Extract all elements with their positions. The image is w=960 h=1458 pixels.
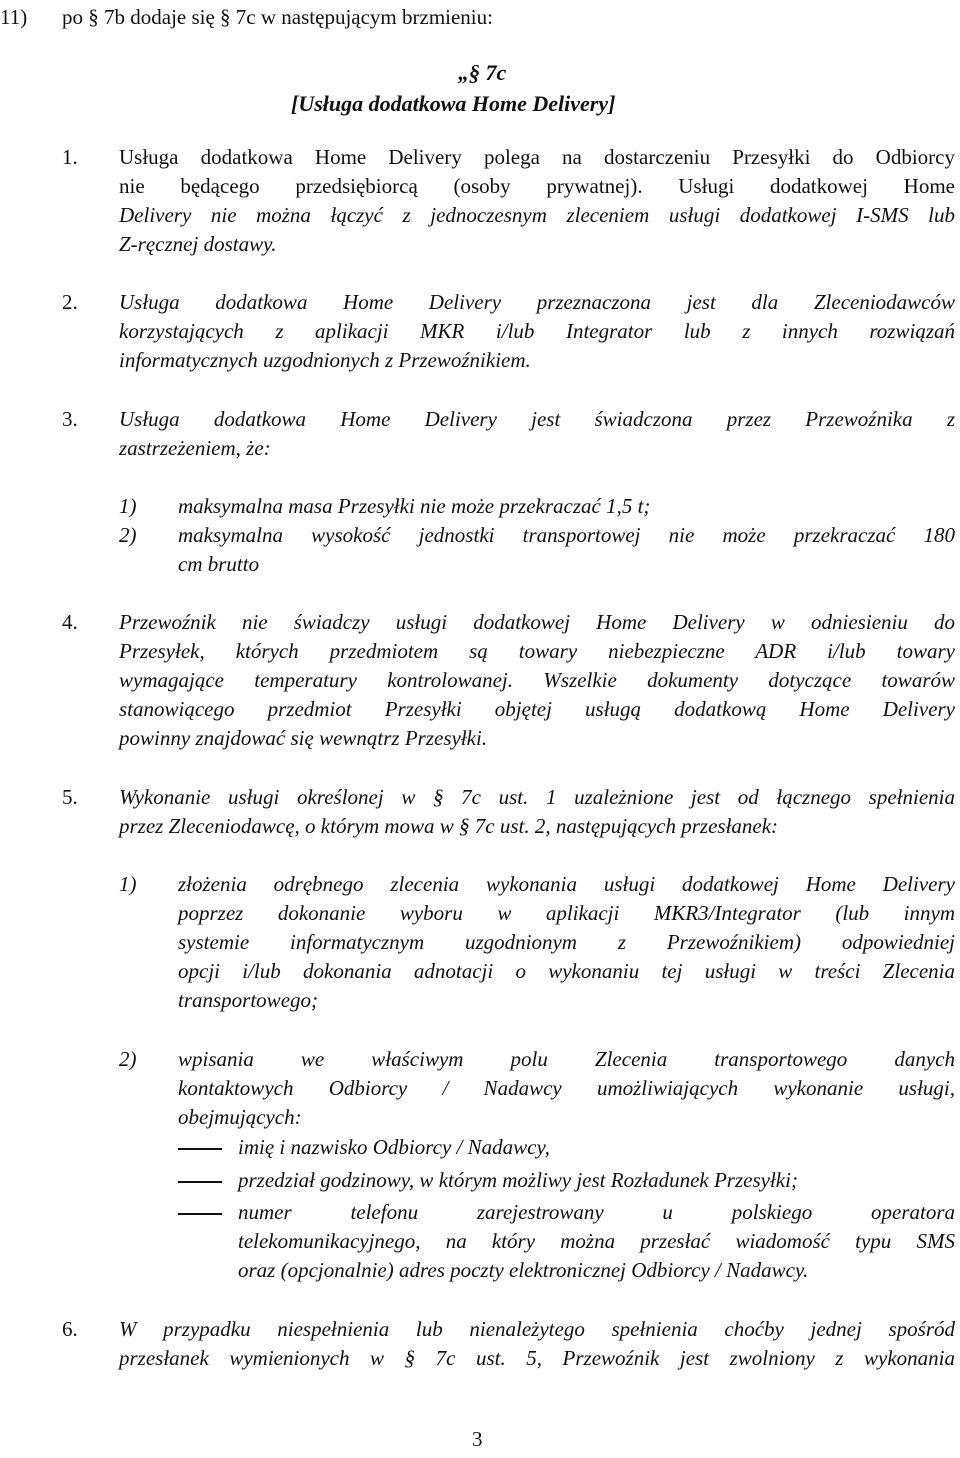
paragraph-line: Przesyłek, których przedmiotem są towary niebezpieczne ADR i/lub towary bbox=[119, 639, 955, 663]
bullet-dash bbox=[178, 1181, 222, 1183]
paragraph-number: 1. bbox=[62, 145, 78, 169]
list-number: 2) bbox=[119, 523, 137, 547]
bullet-item: oraz (opcjonalnie) adres poczty elektronicznej Odbiorcy / Nadawcy. bbox=[238, 1258, 809, 1282]
paragraph-line: zastrzeżeniem, że: bbox=[119, 436, 271, 460]
paragraph-line: Delivery nie można łączyć z jednoczesnym zleceniem usługi dodatkowej I-SMS lub bbox=[119, 203, 955, 227]
paragraph-line: Wykonanie usługi określonej w § 7c ust. 1 uzależnione jest od łącznego spełnienia bbox=[119, 785, 955, 809]
list-number: 1) bbox=[119, 494, 137, 518]
paragraph-line: W przypadku niespełnienia lub nienależytego spełnienia choćby jednej spośród bbox=[119, 1317, 955, 1341]
paragraph-number: 2. bbox=[62, 290, 78, 314]
paragraph-line: Usługa dodatkowa Home Delivery przeznaczona jest dla Zleceniodawców bbox=[119, 290, 955, 314]
paragraph-line: przesłanek wymienionych w § 7c ust. 5, Przewoźnik jest zwolniony z wykonania bbox=[119, 1346, 955, 1370]
bullet-item: numer telefonu zarejestrowany u polskiego operatora bbox=[238, 1200, 955, 1224]
amendment-number: 11) bbox=[0, 5, 28, 29]
paragraph-line: Usługa dodatkowa Home Delivery jest świadczona przez Przewoźnika z bbox=[119, 407, 955, 431]
section-heading: „§ 7c bbox=[458, 60, 507, 85]
paragraph-line: Z-ręcznej dostawy. bbox=[119, 232, 277, 256]
paragraph-line: wymagające temperatury kontrolowanej. Wszelkie dokumenty dotyczące towarów bbox=[119, 668, 955, 692]
list-item: poprzez dokonanie wyboru w aplikacji MKR3/Integrator (lub innym bbox=[178, 901, 955, 925]
paragraph-line: Przewoźnik nie świadczy usługi dodatkowej Home Delivery w odniesieniu do bbox=[119, 610, 955, 634]
bullet-item: telekomunikacyjnego, na który można przesłać wiadomość typu SMS bbox=[238, 1229, 955, 1253]
paragraph-number: 4. bbox=[62, 610, 78, 634]
list-item: cm brutto bbox=[178, 552, 260, 576]
list-item: opcji i/lub dokonania adnotacji o wykonaniu tej usługi w treści Zlecenia bbox=[178, 959, 955, 983]
list-number: 2) bbox=[119, 1047, 137, 1071]
list-item: obejmujących: bbox=[178, 1105, 302, 1129]
list-item: maksymalna wysokość jednostki transportowej nie może przekraczać 180 bbox=[178, 523, 955, 547]
page-number: 3 bbox=[472, 1427, 483, 1451]
paragraph-line: nie będącego przedsiębiorcą (osoby prywatnej). Usługi dodatkowej Home bbox=[119, 174, 955, 198]
list-item: kontaktowych Odbiorcy / Nadawcy umożliwiających wykonanie usługi, bbox=[178, 1076, 955, 1100]
amendment-intro-text: po § 7b dodaje się § 7c w następującym brzmieniu: bbox=[62, 5, 493, 29]
paragraph-number: 3. bbox=[62, 407, 78, 431]
list-number: 1) bbox=[119, 872, 137, 896]
list-item: systemie informatycznym uzgodnionym z Przewoźnikiem) odpowiedniej bbox=[178, 930, 955, 954]
section-subheading: [Usługa dodatkowa Home Delivery] bbox=[291, 91, 616, 116]
bullet-dash bbox=[178, 1148, 222, 1150]
paragraph-line: Usługa dodatkowa Home Delivery polega na dostarczeniu Przesyłki do Odbiorcy bbox=[119, 145, 955, 169]
list-item: maksymalna masa Przesyłki nie może przekraczać 1,5 t; bbox=[178, 494, 651, 518]
paragraph-line: powinny znajdować się wewnątrz Przesyłki. bbox=[119, 726, 488, 750]
paragraph-line: przez Zleceniodawcę, o którym mowa w § 7c ust. 2, następujących przesłanek: bbox=[119, 814, 779, 838]
list-item: złożenia odrębnego zlecenia wykonania usługi dodatkowej Home Delivery bbox=[178, 872, 955, 896]
paragraph-line: informatycznych uzgodnionych z Przewoźnikiem. bbox=[119, 348, 531, 372]
paragraph-line: stanowiącego przedmiot Przesyłki objętej usługą dodatkową Home Delivery bbox=[119, 697, 955, 721]
bullet-item: imię i nazwisko Odbiorcy / Nadawcy, bbox=[238, 1135, 550, 1159]
list-item: transportowego; bbox=[178, 988, 319, 1012]
bullet-dash bbox=[178, 1213, 222, 1215]
bullet-item: przedział godzinowy, w którym możliwy jest Rozładunek Przesyłki; bbox=[238, 1168, 798, 1192]
paragraph-line: korzystających z aplikacji MKR i/lub Integrator lub z innych rozwiązań bbox=[119, 319, 955, 343]
paragraph-number: 6. bbox=[62, 1317, 78, 1341]
paragraph-number: 5. bbox=[62, 785, 78, 809]
list-item: wpisania we właściwym polu Zlecenia transportowego danych bbox=[178, 1047, 955, 1071]
